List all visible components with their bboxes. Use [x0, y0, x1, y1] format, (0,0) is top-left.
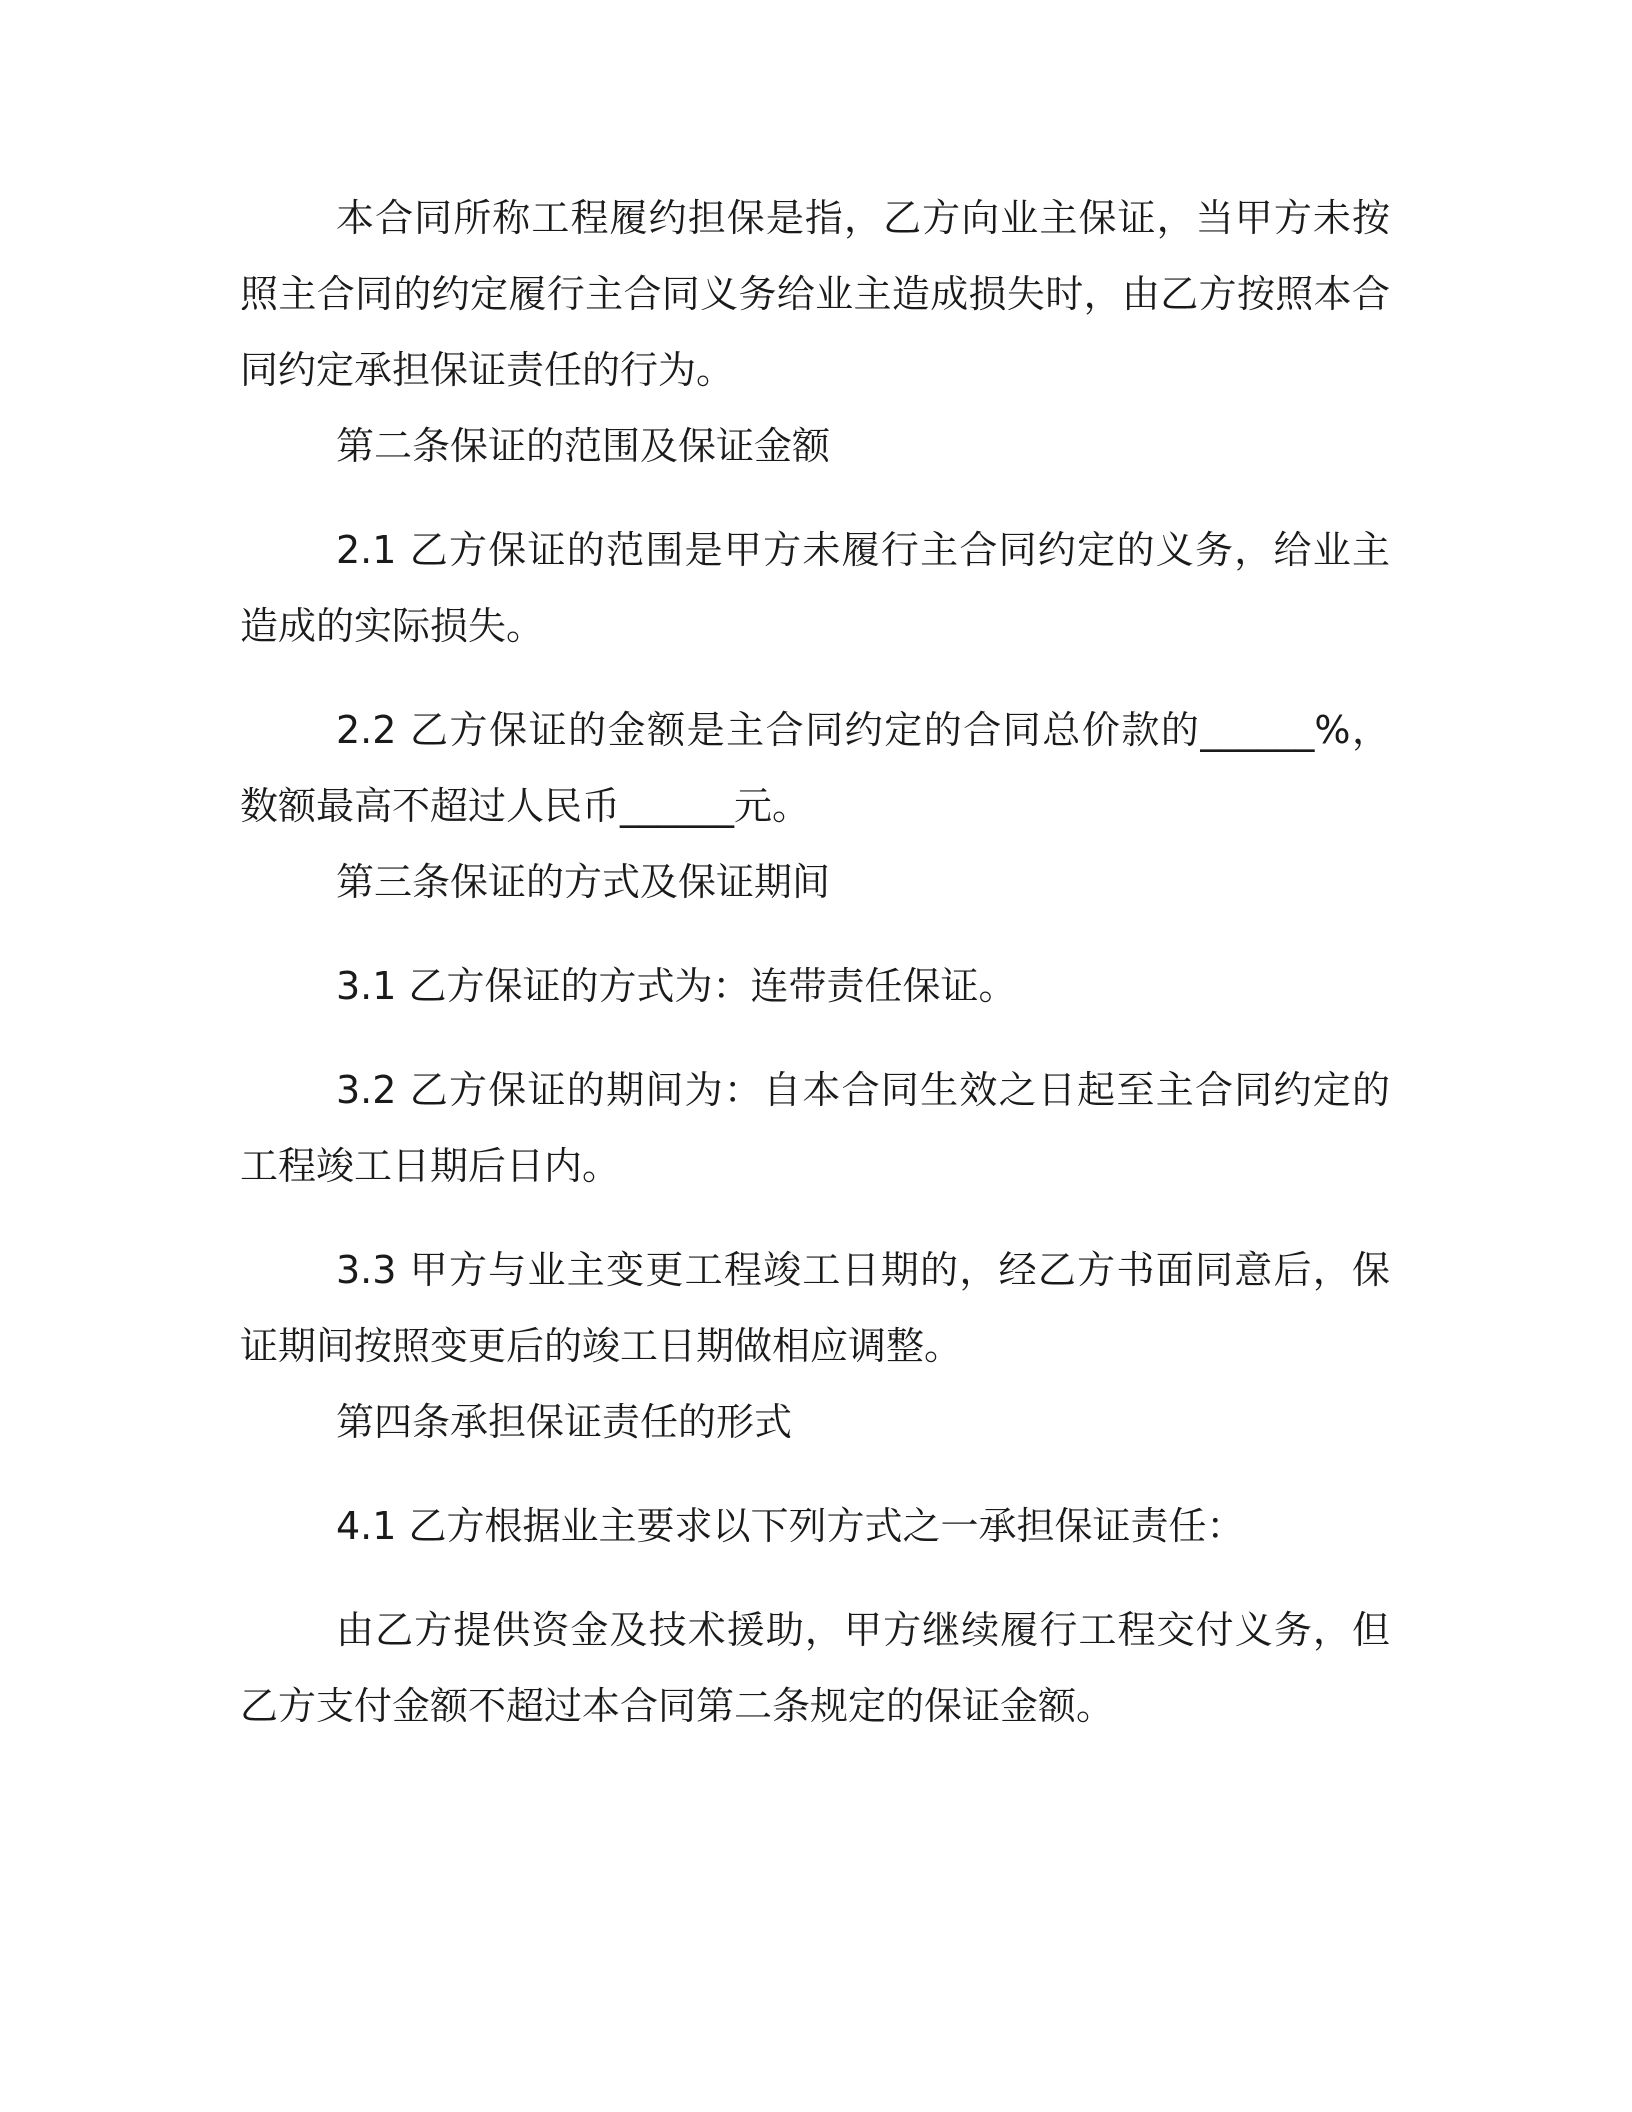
paragraph-4-1-option: 由乙方提供资金及技术援助，甲方继续履行工程交付义务，但乙方支付金额不超过本合同第二条规定的保证金额。: [240, 1608, 1390, 1728]
paragraph-3-2: 3.2 乙方保证的期间为：自本合同生效之日起至主合同约定的工程竣工日期后日内。: [240, 1068, 1390, 1188]
paragraph-3-3: 3.3 甲方与业主变更工程竣工日期的，经乙方书面同意后，保证期间按照变更后的竣工日期做相应调整。: [240, 1248, 1390, 1368]
heading-article-2: 第二条保证的范围及保证金额: [336, 424, 831, 468]
paragraph-3-1: 3.1 乙方保证的方式为：连带责任保证。: [336, 964, 1017, 1008]
paragraph-2-1: 2.1 乙方保证的范围是甲方未履行主合同约定的义务，给业主造成的实际损失。: [240, 528, 1390, 648]
paragraph-definition: 本合同所称工程履约担保是指，乙方向业主保证，当甲方未按照主合同的约定履行主合同义务给业主造成损失时，由乙方按照本合同约定承担保证责任的行为。: [240, 196, 1390, 392]
paragraph-2-2: 2.2 乙方保证的金额是主合同约定的合同总价款的______%，数额最高不超过人民币______元。: [240, 708, 1390, 828]
heading-article-3: 第三条保证的方式及保证期间: [336, 860, 831, 904]
heading-article-4: 第四条承担保证责任的形式: [336, 1400, 793, 1444]
document-body: [240, 180, 1390, 1744]
paragraph-4-1: 4.1 乙方根据业主要求以下列方式之一承担保证责任：: [336, 1504, 1245, 1548]
